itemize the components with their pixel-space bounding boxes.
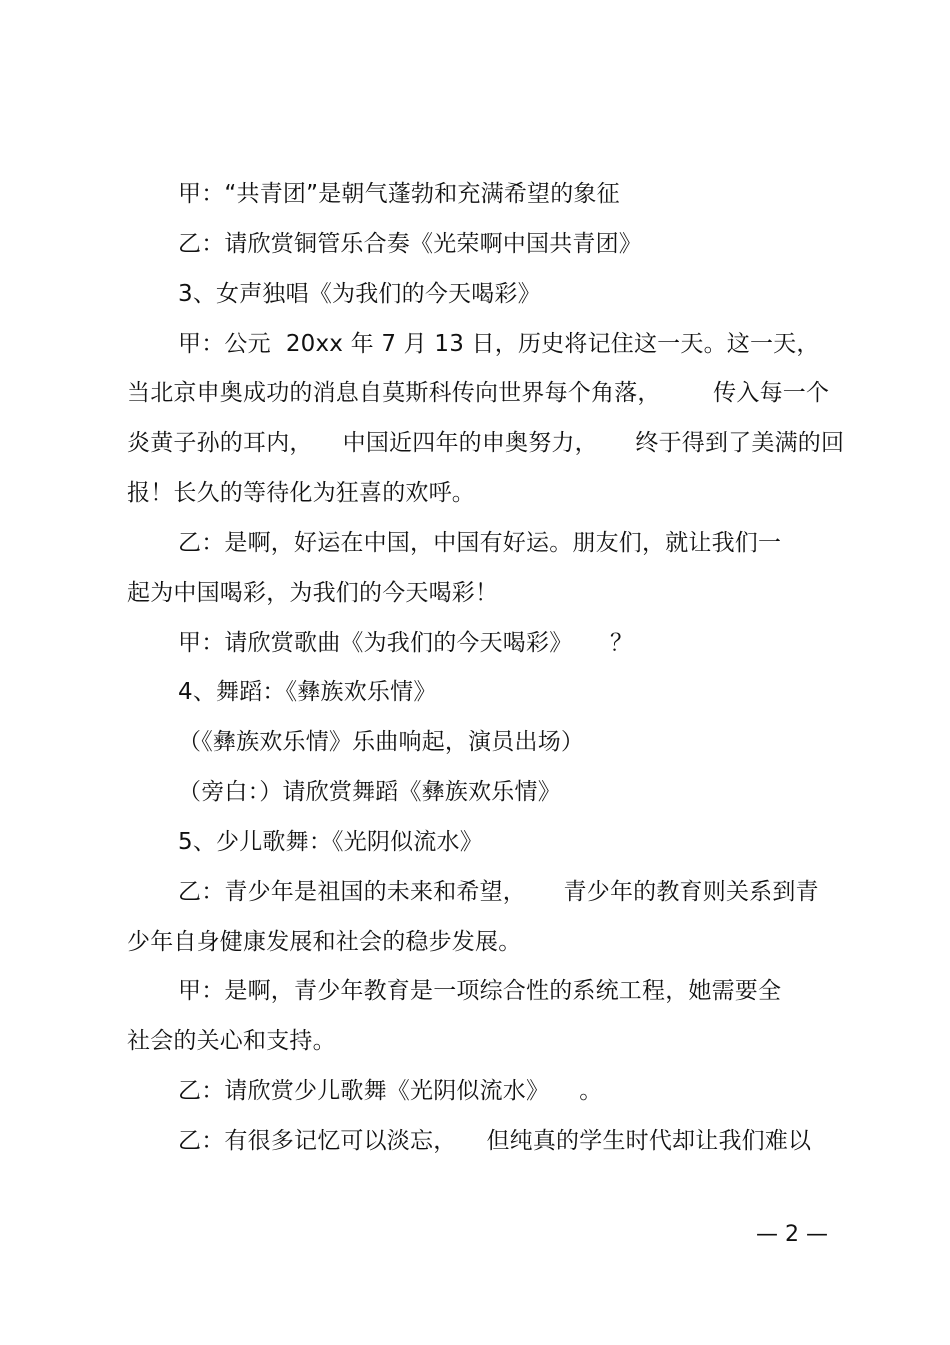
text-line: （《彝族欢乐情》乐曲响起，演员出场） bbox=[178, 729, 585, 755]
text-line: 5、少儿歌舞：《光阴似流水》 bbox=[178, 829, 483, 855]
text-line: 炎黄子孙的耳内， 中国近四年的申奥努力， 终于得到了美满的回 bbox=[127, 430, 845, 456]
text-line: 甲：“共青团”是朝气蓬勃和充满希望的象征 bbox=[178, 181, 620, 207]
text-line: 少年自身健康发展和社会的稳步发展。 bbox=[127, 929, 522, 955]
text-line: （旁白：）请欣赏舞蹈《彝族欢乐情》 bbox=[178, 779, 561, 805]
text-line: 当北京申奥成功的消息自莫斯科传向世界每个角落， 传入每一个 bbox=[127, 380, 830, 406]
text-line: 甲：公元 20xx 年 7 月 13 日，历史将记住这一天。这一天， bbox=[178, 331, 820, 357]
text-line: 乙：是啊，好运在中国，中国有好运。朋友们，就让我们一 bbox=[178, 530, 782, 556]
text-line: 报！长久的等待化为狂喜的欢呼。 bbox=[127, 480, 475, 506]
text-line: 4、舞蹈：《彝族欢乐情》 bbox=[178, 679, 437, 705]
text-line: 社会的关心和支持。 bbox=[127, 1028, 336, 1054]
text-line: 甲：请欣赏歌曲《为我们的今天喝彩》 ？ bbox=[178, 630, 634, 656]
text-line: 乙：请欣赏少儿歌舞《光阴似流水》 。 bbox=[178, 1078, 603, 1104]
text-line: 3、女声独唱《为我们的今天喝彩》 bbox=[178, 281, 541, 307]
text-line: 起为中国喝彩，为我们的今天喝彩！ bbox=[127, 580, 499, 606]
text-line: 乙：请欣赏铜管乐合奏《光荣啊中国共青团》 bbox=[178, 231, 642, 257]
text-line: 乙：青少年是祖国的未来和希望， 青少年的教育则关系到青 bbox=[178, 879, 819, 905]
page-number: — 2 — bbox=[756, 1222, 828, 1247]
text-line: 乙：有很多记忆可以淡忘， 但纯真的学生时代却让我们难以 bbox=[178, 1128, 812, 1154]
text-line: 甲：是啊，青少年教育是一项综合性的系统工程，她需要全 bbox=[178, 978, 782, 1004]
